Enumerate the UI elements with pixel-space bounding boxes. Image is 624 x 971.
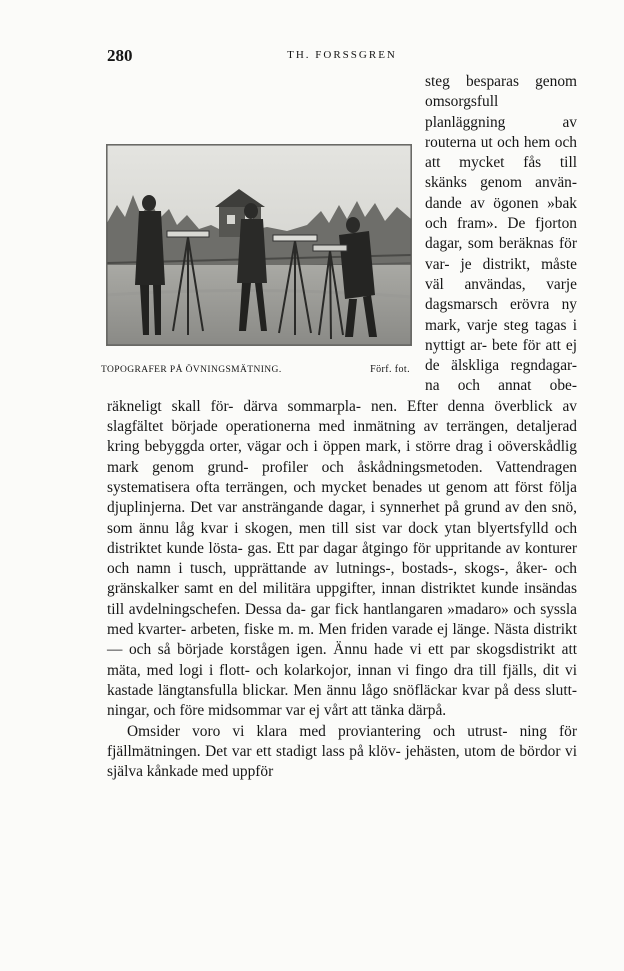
text-line: blickar. Men ännu lågo snöfläckar kvar på dess slutt- bbox=[242, 681, 577, 699]
text-line: älskliga regndagar- bbox=[451, 357, 577, 375]
text-line: grund av den snö, som ännu låg kvar i skogen, men till bbox=[107, 499, 577, 537]
running-head: TH. FORSSGREN bbox=[287, 49, 397, 61]
text-line: je distrikt, måste bbox=[460, 255, 577, 273]
text-line: tagas i nyttigt ar- bbox=[425, 316, 577, 354]
text-line: distriktet kunde insändas till avdelningschefen. Dessa da- bbox=[107, 580, 577, 618]
text-line: dagsmarsch erövra bbox=[425, 296, 550, 314]
text-line: arbeten, fiske m. m. Men friden varade ej länge. Nästa bbox=[190, 621, 530, 639]
text-line: ny mark, varje steg bbox=[425, 296, 577, 334]
text-line: na och annat obe- bbox=[425, 377, 577, 395]
text-line: gas. Ett par dagar åtgingo för uppritande av konturer bbox=[247, 539, 577, 557]
text-line: och namn i tusch, upprättande av lutnings-, bostads-, skogs-, bbox=[107, 560, 509, 578]
text-line: steg besparas genom omsorgsfull planläggning av routerna bbox=[425, 73, 577, 151]
text-line: överblick av slagfältet började operationerna med inmätning bbox=[107, 397, 577, 436]
text-line: ut och hem och att mycket fås till skänks genom använ- bbox=[425, 133, 577, 192]
body-text bbox=[101, 72, 578, 782]
text-line: öppen mark, i större drag i oöverskådlig mark genom grund- bbox=[107, 438, 577, 476]
page-number: 280 bbox=[107, 46, 133, 65]
text-line: ning för fjällmätningen. Det var ett stadigt lass på klöv- bbox=[107, 722, 577, 760]
text-line: bete för att ej de bbox=[425, 336, 577, 375]
text-line: åker- och gränskalker samt en del militära uppgifter, innan bbox=[107, 560, 577, 598]
text-line: jehästen, utom de bördor vi själva kånkade med uppför bbox=[107, 742, 577, 781]
text-line: sist var dock ytan blyertsfylld och distriktet kunde lösta- bbox=[107, 519, 578, 557]
text-line: par skogsdistrikt att mäta, med logi i flott- och kolarkojor, bbox=[107, 641, 578, 679]
text-line: beräknas för var- bbox=[425, 235, 577, 273]
text-line: profiler och åskådningsmetoden. Vattendragen systematisera bbox=[107, 458, 577, 496]
text-line: därva sommarpla- bbox=[243, 397, 362, 415]
text-line: väl användas, varje bbox=[425, 275, 577, 293]
text-line: distrikt — och så började korstågen igen. Ännu hade vi ett bbox=[107, 621, 577, 659]
caption-credit: Förf. fot. bbox=[370, 364, 410, 375]
paragraph bbox=[107, 722, 577, 783]
caption-title: TOPOGRAFER PÅ ÖVNINGSMÄTNING. bbox=[101, 365, 282, 375]
text-line: räkneligt skall för- bbox=[107, 397, 234, 415]
photograph bbox=[106, 144, 412, 346]
figure-caption bbox=[101, 360, 414, 375]
text-line: Omsider voro vi klara med proviantering och utrust- bbox=[127, 722, 508, 740]
text-line: djuplinjerna. Det var ansträngande dagar, i synnerhet på bbox=[107, 499, 460, 517]
text-line: dande av ögonen »bak och fram». De fjorton dagar, som bbox=[425, 194, 577, 253]
text-line: ningar, och före midsommar var ej vårt att tänka därpå. bbox=[107, 702, 447, 720]
page-header bbox=[107, 46, 577, 68]
text-line: gar fick hantlangaren »madaro» och syssla med kvarter- bbox=[107, 600, 578, 639]
photo-illustration bbox=[107, 145, 411, 345]
text-line: av terrängen, detaljerad kring bebyggda orter, vägar och i bbox=[107, 418, 577, 456]
text-line: ofta terrängen, och mycket benades ut genom att först följa bbox=[195, 478, 577, 496]
text-line: nen. Efter denna bbox=[370, 397, 485, 415]
figure bbox=[101, 72, 414, 378]
text-line: innan vi fingo dra till fjälls, dit vi kastade längtansfulla bbox=[107, 661, 578, 699]
